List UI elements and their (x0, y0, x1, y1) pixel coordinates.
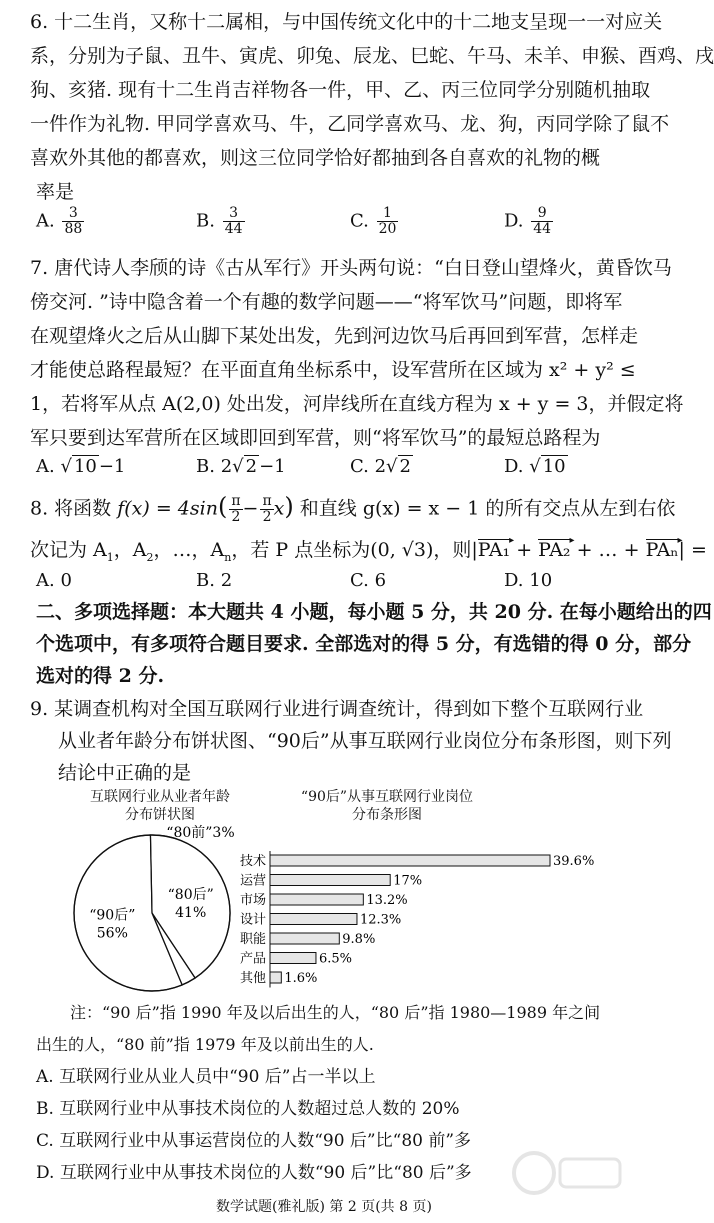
q7-line-6: 军只要到达军营所在区域即回到军营，则“将军饮马”的最短总路程为 (30, 427, 601, 449)
fraction (229, 494, 242, 525)
bar-category-label: 市场 (239, 893, 266, 908)
q6-line-5: 喜欢外其他的都喜欢，则这三位同学恰好都抽到各自喜欢的礼物的概 (30, 147, 601, 169)
watermark-logo (508, 1149, 628, 1205)
q9-line-3: 结论中正确的是 (58, 762, 192, 784)
q7-line-4: 才能使总路程最短？在平面直角坐标系中，设军营所在区域为 x² + y² ≤ (30, 359, 636, 381)
section-2-line-1: 二、多项选择题：本大题共 4 小题，每小题 5 分，共 20 分. 在每小题给出的四 (36, 601, 712, 623)
choice-text: 0 (60, 570, 72, 591)
q8-choice-b[interactable] (196, 570, 232, 591)
q6-line-3: 狗、亥猪. 现有十二生肖吉祥物各一件，甲、乙、丙三位同学分别随机抽取 (30, 79, 651, 101)
choice-text: 2 (220, 570, 233, 591)
q9-option-d[interactable]: D. 互联网行业中从事技术岗位的人数“90 后”比“80 后”多 (36, 1163, 472, 1183)
q8-intro: 8. 将函数 (30, 497, 112, 520)
choice-letter: B. (196, 456, 215, 477)
q6-line-6: 率是 (36, 181, 75, 203)
bar-value-label: 13.2% (366, 893, 408, 908)
choice-text: 6 (374, 570, 387, 591)
denominator: 2 (262, 509, 272, 525)
choice-letter: B. (196, 210, 215, 232)
radicand: 2 (245, 456, 258, 477)
section-2-line-3: 选对的得 2 分. (36, 665, 165, 687)
bar-chart-title (282, 788, 492, 824)
q9-charts (60, 785, 630, 995)
choice-letter: A. (36, 456, 55, 477)
bar-value-label: 9.8% (342, 932, 376, 947)
q9-line-1: 9. 某调查机构对全国互联网行业进行调查统计，得到如下整个互联网行业 (30, 698, 644, 720)
bar-chart (230, 851, 630, 991)
q7-choices (36, 456, 636, 486)
denominator: 20 (378, 221, 397, 237)
q9-note-line-2: 出生的人，“80 前”指 1979 年及以前出生的人. (36, 1035, 374, 1054)
page-footer: 数学试题(雅礼版) 第 2 页(共 8 页) (216, 1199, 432, 1215)
q6-line-1: 6. 十二生肖，又称十二属相，与中国传统文化中的十二地支呈现一一对应关 (30, 11, 663, 33)
numerator: 3 (62, 206, 84, 222)
q7-line-1: 7. 唐代诗人李颀的诗《古从军行》开头两句说：“白日登山望烽火，黄昏饮马 (30, 257, 672, 279)
coefficient: 2 (374, 456, 387, 477)
choice-tail: −1 (98, 456, 126, 477)
choice-text: 10 (529, 570, 553, 591)
pie-label-0: “90后” 56% (89, 907, 136, 942)
q8-intro-tail: 和直线 g(x) = x − 1 的所有交点从左到右依 (299, 497, 676, 520)
q6-choice-d[interactable] (504, 206, 553, 237)
choice-letter: A. (36, 570, 55, 591)
q7-choice-c[interactable]: C. 2√ 2 (350, 456, 411, 477)
pie-chart (60, 825, 240, 995)
bar-category-label: 其他 (239, 971, 266, 986)
q8-variable: x (273, 497, 285, 520)
q6-choice-b[interactable] (196, 206, 245, 237)
numerator: 9 (531, 206, 553, 222)
choice-letter: C. (350, 210, 369, 232)
pie-label-1: “80后” 41% (167, 886, 214, 921)
denominator: 44 (533, 221, 552, 237)
q9-option-c[interactable]: C. 互联网行业中从事运营岗位的人数“90 后”比“80 前”多 (36, 1131, 472, 1151)
choice-tail: −1 (259, 456, 286, 477)
q8-function: f(x) = 4sin (117, 497, 218, 520)
bar-title-line-2: 分布条形图 (352, 807, 422, 823)
q8-line-2: 次记为 $A_1$，$A_2$，…，$A_n$，若 P 点坐标为(0, √3)，则|PA₁ ▸ + PA₂ ▸ + … + PAₙ ▸| = (30, 538, 707, 570)
choice-letter: D. (504, 456, 524, 477)
q6-line-4: 一件作为礼物. 甲同学喜欢马、牛，乙同学喜欢马、龙、狗，丙同学除了鼠不 (30, 113, 670, 135)
bar-5 (270, 953, 316, 964)
choice-letter: C. (350, 570, 369, 591)
q9-line-2: 从业者年龄分布饼状图、“90后”从事互联网行业岗位分布条形图，则下列 (58, 730, 672, 752)
q6-choices (36, 206, 636, 236)
bar-1 (270, 875, 390, 886)
q6-choice-a[interactable] (36, 206, 84, 237)
fraction (62, 206, 84, 237)
bar-category-label: 运营 (239, 873, 266, 889)
q9-option-b[interactable]: B. 互联网行业中从事技术岗位的人数超过总人数的 20% (36, 1099, 460, 1119)
numerator: 3 (223, 206, 245, 222)
bar-0 (270, 855, 550, 866)
fraction (531, 206, 553, 237)
vector-pa1: PA₁ ▸ (478, 538, 510, 562)
coefficient: 2 (220, 456, 233, 477)
bar-category-label: 职能 (239, 932, 266, 947)
numerator: π (262, 493, 272, 509)
q8-abs-close: | = (678, 539, 707, 561)
minus-sign: − (242, 497, 259, 520)
pie-chart-title (60, 788, 260, 824)
choice-letter: D. (504, 210, 524, 232)
vector-pan: PAₙ ▸ (646, 538, 679, 562)
choice-letter: B. (196, 570, 215, 591)
radicand: 10 (542, 456, 566, 477)
bar-value-label: 1.6% (284, 971, 318, 986)
section-2-line-2: 个选项中，有多项符合题目要求. 全部选对的得 5 分，有选错的得 0 分，部分 (36, 633, 692, 655)
denominator: 44 (224, 221, 243, 237)
bar-category-label: 技术 (239, 854, 266, 869)
bar-2 (270, 894, 363, 905)
choice-letter: A. (36, 210, 55, 232)
fraction (377, 206, 399, 237)
q6-choice-c[interactable] (350, 206, 398, 237)
q8-line-1: 8. 将函数 f(x) = 4sin( $\frac{\pi}{2}$ − $\frac{\pi}{2}$ x) 和直线 g(x) = x − 1 的所有交点从左到右依 (30, 492, 676, 525)
q7-choice-d[interactable]: D. √ 10 (504, 456, 566, 477)
q8-choice-a[interactable] (36, 570, 72, 591)
q8-condition: ，若 P 点坐标为(0, √3)，则| (231, 539, 478, 561)
q8-choice-c[interactable] (350, 570, 386, 591)
pie-title-line-2: 分布饼状图 (125, 807, 195, 823)
vector-pa2: PA₂ ▸ (538, 538, 570, 562)
q7-line-2: 傍交河. ”诗中隐含着一个有趣的数学问题——“将军饮马”问题，即将军 (30, 291, 623, 313)
bar-value-label: 17% (393, 873, 423, 889)
bar-value-label: 39.6% (553, 854, 595, 869)
q8-points: 次记为 A (30, 539, 107, 561)
choice-letter: C. (350, 456, 369, 477)
radicand: 10 (73, 456, 97, 477)
pie-label-2: “80前”3% (166, 825, 235, 841)
q7-choice-b[interactable]: B. 2√ 2 −1 (196, 456, 286, 477)
bar-category-label: 产品 (239, 951, 266, 967)
q8-choices (36, 570, 636, 600)
denominator: 2 (231, 509, 241, 525)
fraction (260, 494, 273, 525)
q6-line-2: 系，分别为子鼠、丑牛、寅虎、卯兔、辰龙、巳蛇、午马、未羊、申猴、酉鸡、戌 (30, 45, 714, 67)
q9-option-a[interactable]: A. 互联网行业从业人员中“90 后”占一半以上 (36, 1067, 376, 1087)
bar-value-label: 6.5% (318, 951, 352, 967)
denominator: 88 (64, 221, 83, 237)
numerator: π (231, 493, 241, 509)
q7-line-5: 1，若将军从点 A(2,0) 处出发，河岸线所在直线方程为 x + y = 3，并假定将 (30, 393, 684, 415)
bar-4 (270, 933, 339, 944)
choice-letter: D. (504, 570, 524, 591)
q9-note-line-1: 注：“90 后”指 1990 年及以后出生的人，“80 后”指 1980—1989 年之间 (70, 1003, 601, 1022)
bar-title-line-1: “90后”从事互联网行业岗位 (300, 789, 474, 805)
fraction (223, 206, 245, 237)
bar-value-label: 12.3% (359, 912, 402, 928)
numerator: 1 (377, 206, 399, 222)
bar-category-label: 设计 (239, 912, 266, 928)
q7-line-3: 在观望烽火之后从山脚下某处出发，先到河边饮马后再回到军营，怎样走 (30, 325, 639, 347)
q8-choice-d[interactable] (504, 570, 552, 591)
pie-title-line-1: 互联网行业从业者年龄 (90, 789, 230, 805)
bar-6 (270, 972, 281, 983)
q7-choice-a[interactable]: A. √ 10 −1 (36, 456, 126, 477)
bar-3 (270, 914, 357, 925)
radicand: 2 (399, 456, 411, 477)
